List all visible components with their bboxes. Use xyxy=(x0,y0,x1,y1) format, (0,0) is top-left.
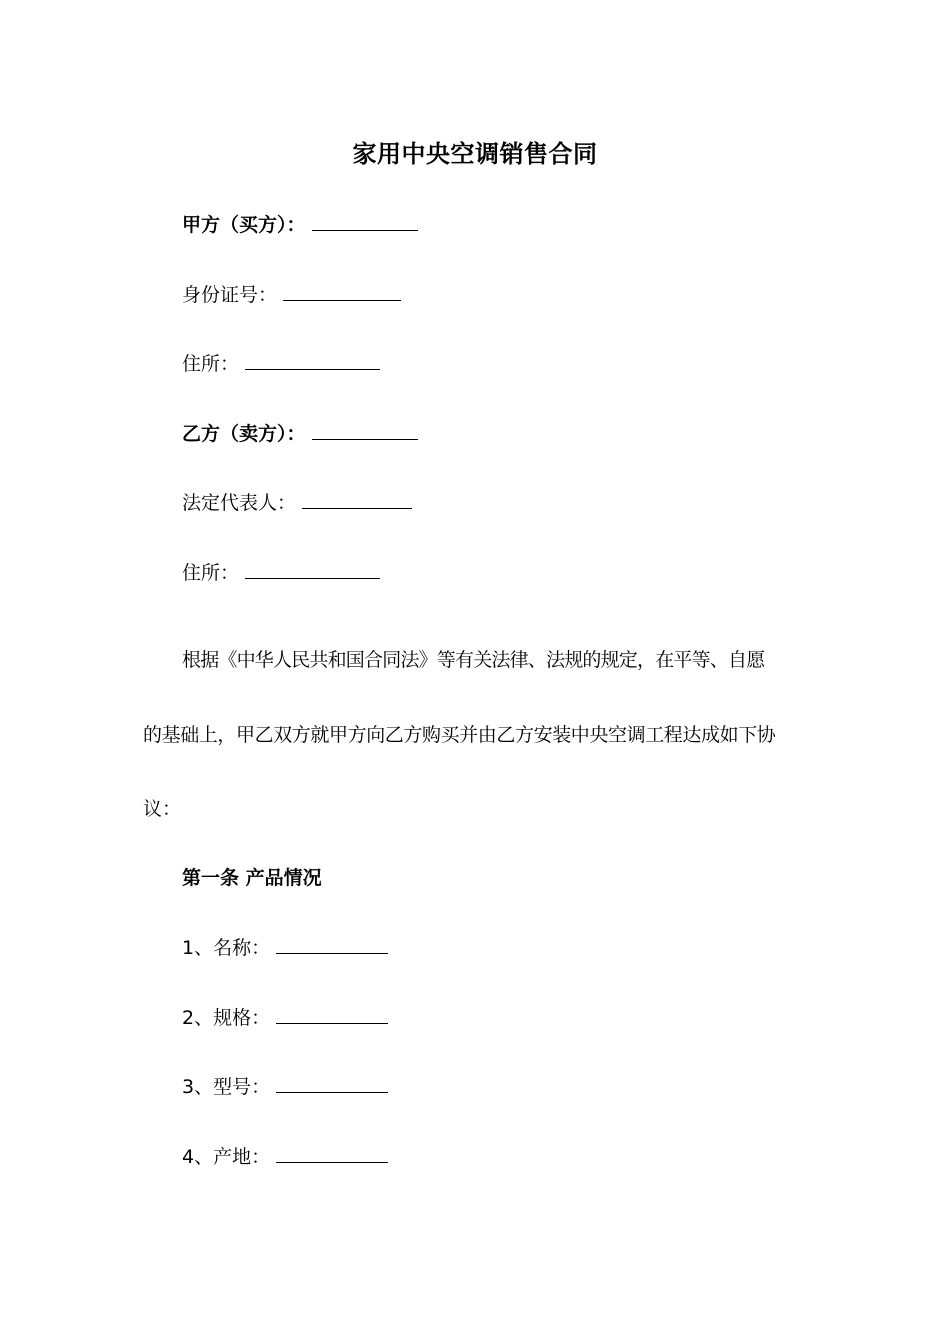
product-name-blank[interactable] xyxy=(276,935,388,954)
party-b-address-line xyxy=(182,560,380,585)
party-b-rep-blank[interactable] xyxy=(302,490,412,509)
article-1-heading: 第一条 产品情况 xyxy=(182,867,322,889)
party-a-blank[interactable] xyxy=(312,212,418,231)
party-a-id-line xyxy=(182,282,401,307)
party-b-rep-label: 法定代表人： xyxy=(182,492,297,514)
product-name-line xyxy=(182,935,388,960)
party-b-line xyxy=(182,421,418,446)
preamble-line-1: 根据《中华人民共和国合同法》等有关法律、法规的规定，在平等、自愿 xyxy=(182,649,765,671)
product-model-line xyxy=(182,1074,388,1099)
party-a-id-blank[interactable] xyxy=(283,282,401,301)
party-a-address-line xyxy=(182,351,380,376)
product-origin-line xyxy=(182,1144,388,1169)
party-a-address-blank[interactable] xyxy=(245,351,380,370)
preamble-line-3: 议： xyxy=(143,798,182,820)
product-model-label: 3、型号： xyxy=(182,1076,271,1098)
party-a-id-label: 身份证号： xyxy=(182,284,278,306)
preamble-line-2: 的基础上，甲乙双方就甲方向乙方购买并由乙方安装中央空调工程达成如下协 xyxy=(143,724,776,746)
party-b-blank[interactable] xyxy=(312,421,418,440)
party-b-address-blank[interactable] xyxy=(245,560,380,579)
party-a-line xyxy=(182,212,418,237)
product-spec-line xyxy=(182,1005,388,1030)
party-b-address-label: 住所： xyxy=(182,562,240,584)
party-a-address-label: 住所： xyxy=(182,353,240,375)
page-title: 家用中央空调销售合同 xyxy=(352,140,598,168)
product-spec-label: 2、规格： xyxy=(182,1007,271,1029)
product-origin-blank[interactable] xyxy=(276,1144,388,1163)
party-b-label: 乙方（卖方）： xyxy=(182,423,306,445)
party-b-rep-line xyxy=(182,490,412,515)
product-origin-label: 4、产地： xyxy=(182,1146,271,1168)
party-a-label: 甲方（买方）： xyxy=(182,214,306,236)
product-spec-blank[interactable] xyxy=(276,1005,388,1024)
product-model-blank[interactable] xyxy=(276,1074,388,1093)
product-name-label: 1、名称： xyxy=(182,937,271,959)
